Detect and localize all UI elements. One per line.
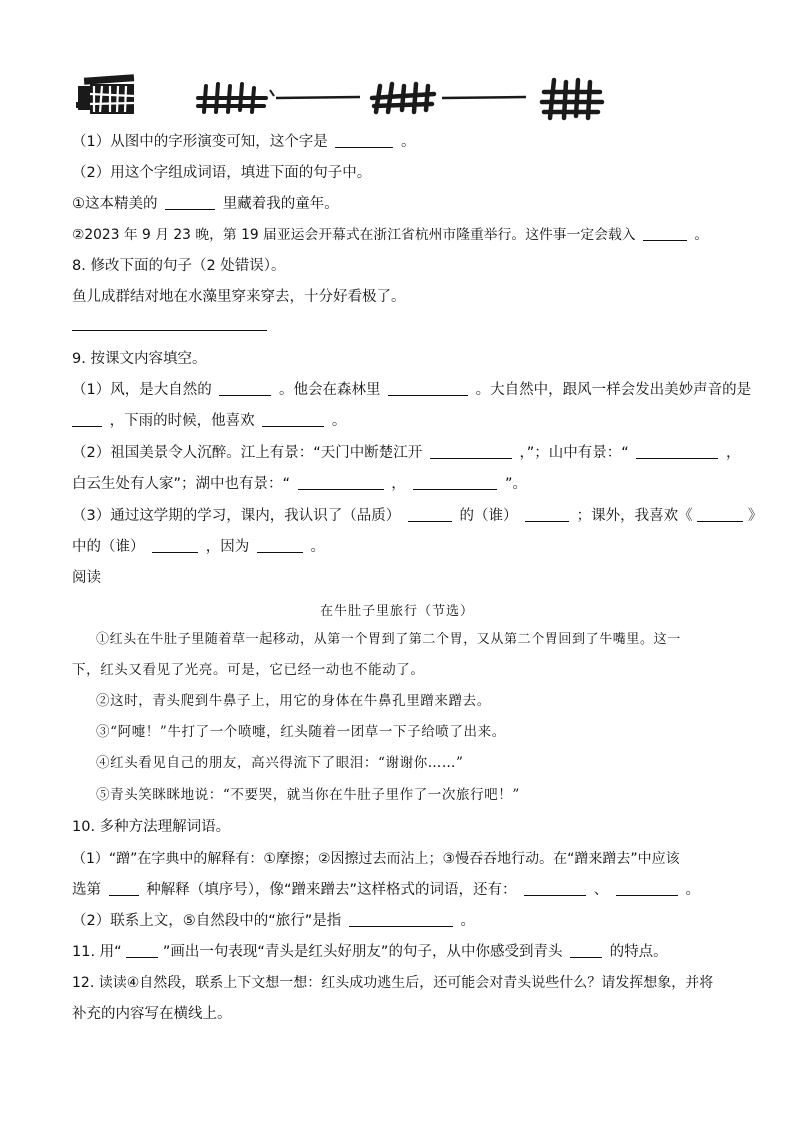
q10-s1-line2 (72, 881, 700, 899)
q9-s3-text-a: （3）通过这学期的学习，课内，我认识了（品质） (72, 508, 401, 524)
passage-p1-line1: ①红头在牛肚子里随着草一起移动，从第一个胃到了第二个胃，又从第二个胃回到了牛嘴里。这一 (96, 632, 681, 647)
q10-s1-line1: （1）“蹭”在字典中的解释有：①摩擦；②因擦过去而沾上；③慢吞吞地行动。在“蹭来蹭去”中应该 (72, 851, 680, 867)
q8-answer-line[interactable] (72, 330, 267, 331)
q10-s2 (72, 912, 475, 930)
passage-title: 在牛肚子里旅行（节选） (319, 604, 474, 619)
q9-s2-blank-1[interactable] (430, 444, 512, 459)
evolution-arrow-1 (276, 97, 360, 98)
q11-text-b: ”画出一句表现“青头是红头好朋友”的句子，从中你感受到青头 (162, 944, 563, 960)
q9-s1-line2 (72, 412, 346, 430)
q11-blank-2[interactable] (570, 943, 602, 958)
q9-s2-text-d: 白云生处有人家”；湖中也有景：“ (72, 476, 291, 492)
q9-s2-line1 (72, 444, 740, 462)
q9-s2-blank-4[interactable] (413, 475, 497, 490)
q9-s2-blank-2[interactable] (636, 444, 718, 459)
q10-s1-text-d: 、 (593, 882, 609, 898)
q9-s2-text-b: ，”；山中有景：“ (519, 445, 629, 461)
q9-s3-blank-1[interactable] (408, 507, 452, 522)
ancient-glyph-4 (542, 80, 602, 118)
q11-text-c: 的特点。 (609, 944, 668, 960)
q7-item2-blank[interactable] (643, 226, 687, 241)
q9-s3-blank-5[interactable] (257, 538, 303, 553)
q7-item2-text: ②2023 年 9 月 23 晚，第 19 届亚运会开幕式在浙江省杭州市隆重举行。这件事一定会载入 (72, 227, 636, 243)
q7-sub1-end: 。 (400, 134, 416, 150)
q7-sub1-blank[interactable] (335, 133, 393, 148)
q10-title: 10. 多种方法理解词语。 (72, 819, 231, 835)
character-evolution-figure (70, 72, 630, 122)
q9-s1-text-e: 。 (331, 413, 347, 429)
q9-s3-line1 (72, 507, 762, 525)
q9-s1-blank-1[interactable] (219, 381, 271, 396)
q11-text-a: 11. 用“ (72, 944, 122, 960)
passage-p1-line2: 下，红头又看见了光亮。可是，它已经一动也不能动了。 (72, 662, 425, 678)
q9-s1-blank-4[interactable] (262, 412, 324, 427)
q10-s1-text-e: 。 (685, 882, 700, 898)
passage-p4: ④红头看见自己的朋友，高兴得流下了眼泪：“谢谢你……” (96, 755, 464, 771)
q9-s3-text-d: 》 (747, 508, 763, 524)
ancient-glyph-1 (76, 74, 134, 114)
q9-s1-blank-2[interactable] (388, 381, 468, 396)
q9-s2-line2 (72, 475, 527, 493)
q11-blank-1[interactable] (126, 943, 158, 958)
passage-p5: ⑤青头笑眯眯地说：“不要哭，就当你在牛肚子里作了一次旅行吧！” (96, 787, 520, 803)
passage-p2: ②这时，青头爬到牛鼻子上，用它的身体在牛鼻孔里蹭来蹭去。 (96, 693, 491, 709)
q10-s1-blank-3[interactable] (616, 881, 678, 896)
q7-sub1-text: （1）从图中的字形演变可知，这个字是 (72, 134, 328, 150)
q10-s1-blank-2[interactable] (524, 881, 586, 896)
q7-sub2: （2）用这个字组成词语，填进下面的句子中。 (72, 165, 372, 181)
q7-item2-end: 。 (694, 227, 709, 243)
q7-item1 (72, 195, 339, 213)
q9-s1-text-b: 。他会在森林里 (278, 382, 381, 398)
q7-item1-end: 里藏着我的童年。 (222, 196, 339, 212)
q11 (72, 943, 668, 961)
q9-s3-blank-2[interactable] (525, 507, 569, 522)
q9-s3-blank-4[interactable] (152, 538, 198, 553)
q10-s1-text-b: 选第 (72, 882, 101, 898)
q10-s1-text-c: 种解释（填序号），像“蹭来蹭去”这样格式的词语，还有： (146, 882, 517, 898)
q9-s3-text-b: 的（谁） (459, 508, 518, 524)
q10-s2-text-b: 。 (460, 913, 475, 929)
q9-s3-text-e: 中的（谁） (72, 539, 145, 555)
q9-title: 9. 按课文内容填空。 (72, 351, 207, 367)
q9-s1-blank-3[interactable] (72, 412, 102, 427)
character-evolution-drawing (70, 72, 630, 122)
q7-item2 (72, 226, 708, 244)
q12-line2: 补充的内容写在横线上。 (72, 1006, 232, 1022)
q10-s1-blank-1[interactable] (109, 881, 139, 896)
q8-title: 8. 修改下面的句子（2 处错误）。 (72, 258, 286, 274)
q9-s2-text-f: ”。 (504, 476, 527, 492)
q7-sub1 (72, 133, 415, 151)
evolution-arrow-2 (442, 97, 526, 98)
q7-item1-blank[interactable] (165, 195, 215, 210)
q10-s2-blank[interactable] (349, 912, 453, 927)
q10-s2-text-a: （2）联系上文，⑤自然段中的“旅行”是指 (72, 913, 342, 929)
q7-item1-text: ①这本精美的 (72, 196, 158, 212)
q9-s3-text-f: ，因为 (205, 539, 250, 555)
q9-s3-text-c: ；课外，我喜欢《 (576, 508, 693, 524)
q9-s2-text-a: （2）祖国美景令人沉醉。江上有景：“天门中断楚江开 (72, 445, 423, 461)
q9-s3-line2 (72, 538, 325, 556)
q9-s2-text-e: ， (391, 476, 406, 492)
reading-label: 阅读 (72, 570, 101, 586)
ancient-glyph-2 (198, 84, 266, 112)
q9-s2-text-c: ， (725, 445, 741, 461)
q8-sentence: 鱼儿成群结对地在水藻里穿来穿去，十分好看极了。 (72, 289, 406, 305)
q9-s1-text-c: 。大自然中，跟风一样会发出美妙声音的是 (475, 382, 752, 398)
q9-s1-line1 (72, 381, 751, 399)
ancient-glyph-3 (372, 84, 434, 112)
passage-p3: ③“阿嚏！”牛打了一个喷嚏，红头随着一团草一下子给喷了出来。 (96, 724, 506, 740)
q9-s3-text-g: 。 (310, 539, 325, 555)
q9-s3-blank-3[interactable] (697, 507, 743, 522)
q9-s1-text-a: （1）风，是大自然的 (72, 382, 212, 398)
q12-line1: 12. 读读④自然段，联系上下文想一想：红头成功逃生后，还可能会对青头说些什么？请发挥想象，并将 (72, 975, 714, 991)
q9-s2-blank-3[interactable] (298, 475, 384, 490)
q9-s1-text-d: ，下雨的时候，他喜欢 (109, 413, 255, 429)
